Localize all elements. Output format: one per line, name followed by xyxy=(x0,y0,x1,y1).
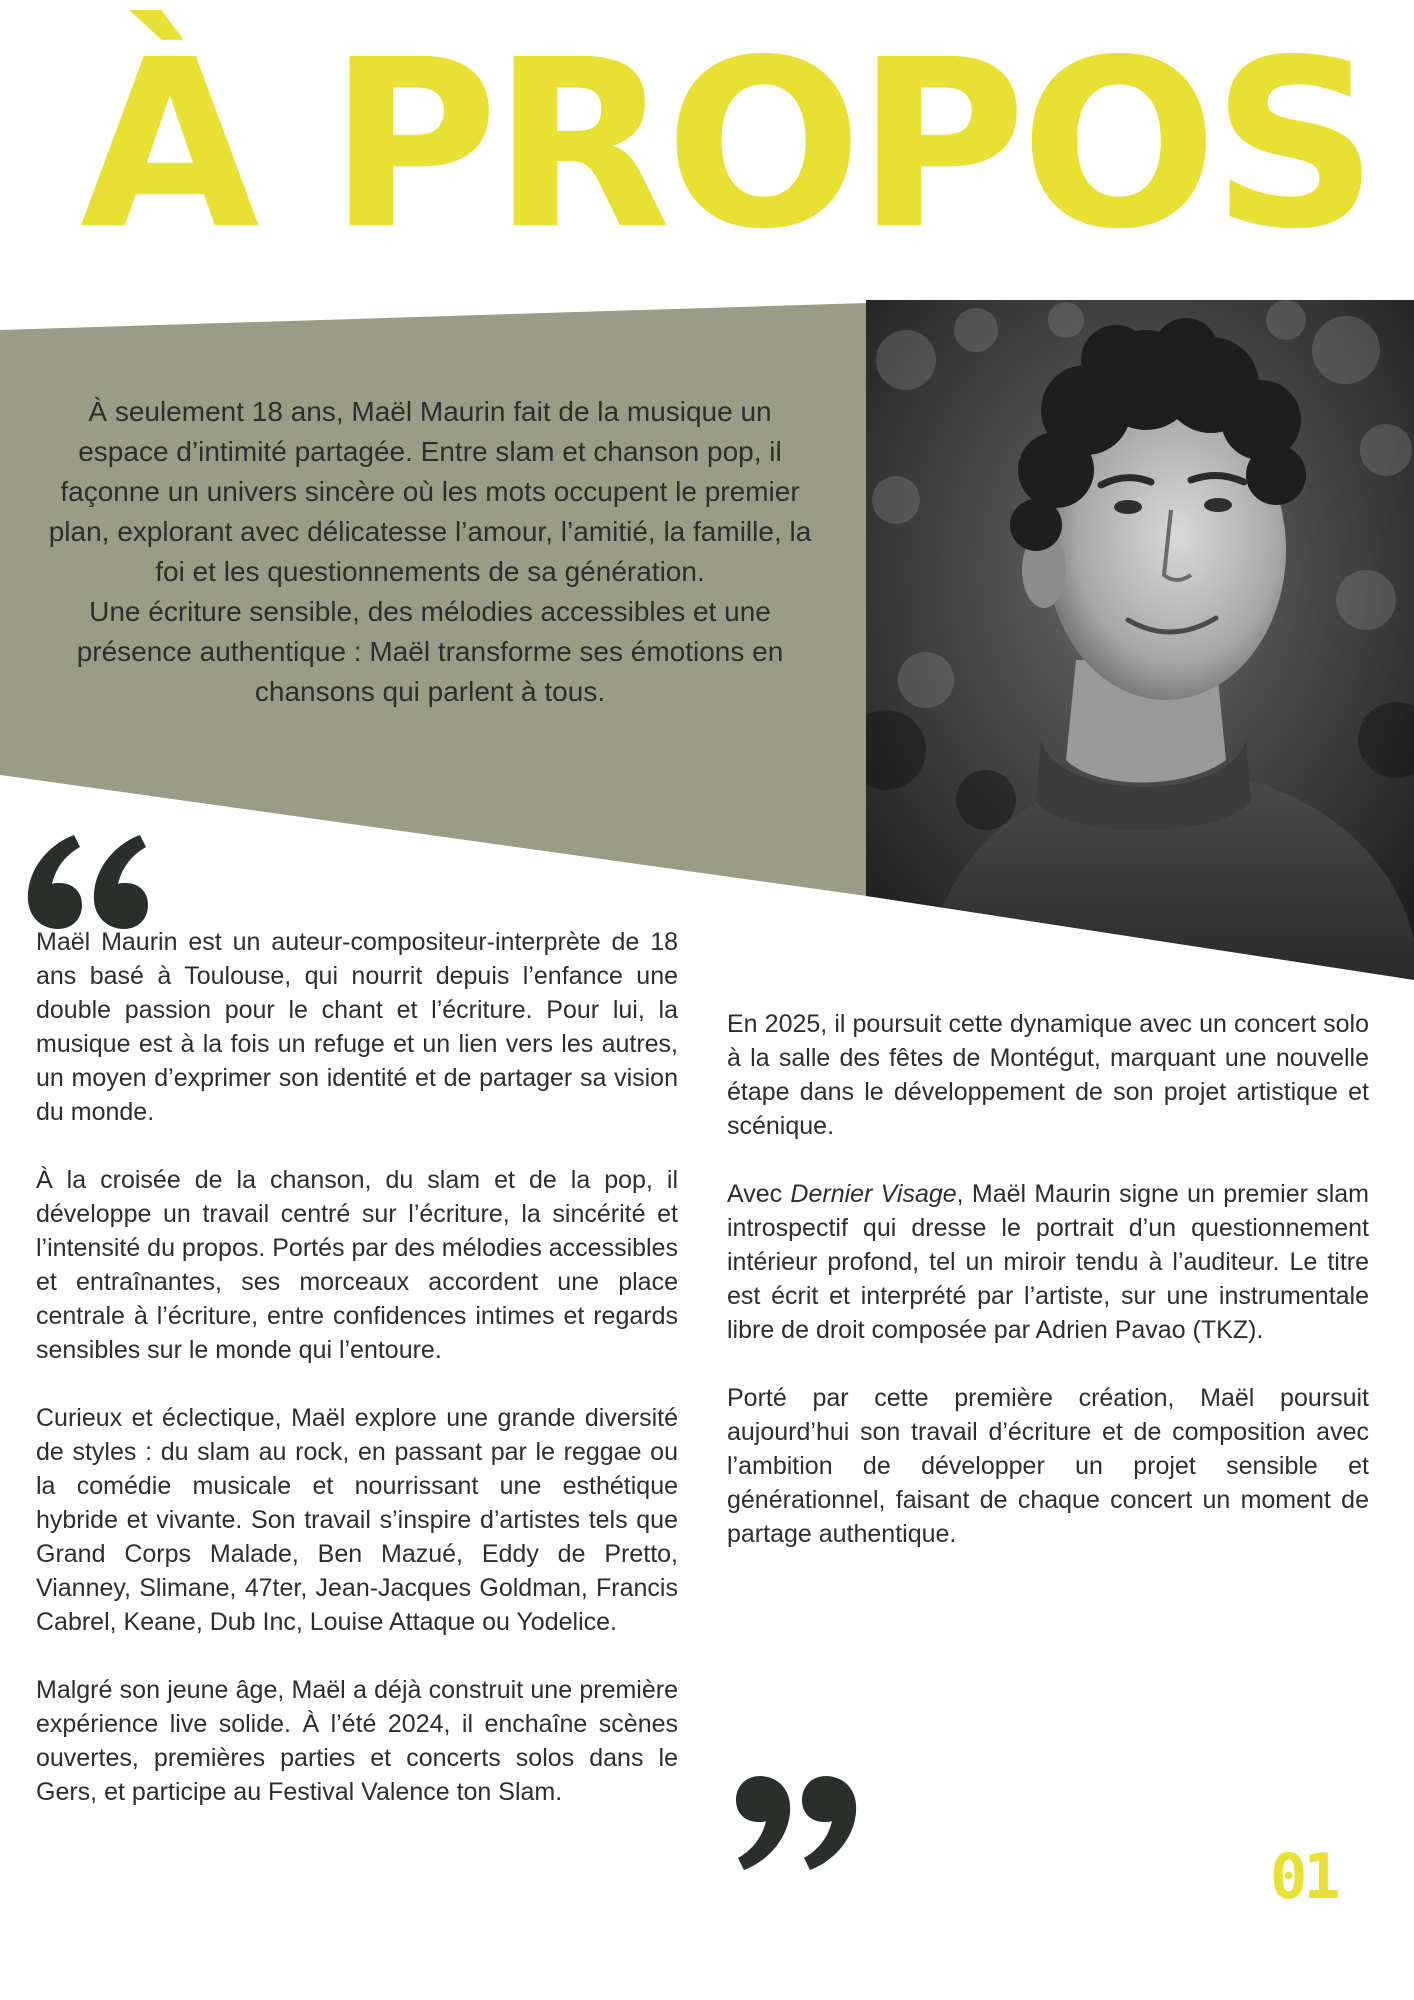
left-column xyxy=(36,925,678,1809)
body-paragraph: Maël Maurin est un auteur-compositeur-interprète de 18 ans basé à Toulouse, qui nourrit depuis l’enfance une double passion pour le chant et l’écriture. Pour lui, la musique est à la fois un refuge et un lien vers les autres, un moyen d’exprimer son identité et de partager sa vision du monde. xyxy=(36,928,678,1126)
song-title: Dernier Visage xyxy=(790,1180,957,1208)
body-paragraph: Malgré son jeune âge, Maël a déjà construit une première expérience live solide. À l’été 2024, il enchaîne scènes ouvertes, premières parties et concerts solos dans le Gers, et participe au Festival Valence ton Slam. xyxy=(36,1676,678,1806)
body-paragraph: À la croisée de la chanson, du slam et de la pop, il développe un travail centré sur l’écriture, la sincérité et l’intensité du propos. Portés par des mélodies accessibles et entraînantes, ses morceaux accordent une place centrale à l’écriture, entre confidences intimes et regards sensibles sur le monde qui l’entoure. xyxy=(36,1166,679,1364)
close-quote-icon xyxy=(732,1770,862,1880)
text-run: Avec xyxy=(727,1180,791,1208)
intro-paragraph: À seulement 18 ans, Maël Maurin fait de la musique un espace d’intimité partagée. Entre slam et chanson pop, il façonne un univers sincère où les mots occupent le premier plan, explorant avec délicatesse l’amour, l’amitié, la famille, la foi et les questionnements de sa génération. xyxy=(48,396,812,587)
page-title: À PROPOS xyxy=(80,10,1373,280)
body-paragraph: Porté par cette première création, Maël poursuit aujourd’hui son travail d’écriture et de composition avec l’ambition de développer un projet sensible et générationnel, faisant de chaque concert un moment de partage authentique. xyxy=(727,1384,1369,1548)
open-quote-icon xyxy=(22,825,152,935)
body-paragraph xyxy=(727,1177,1369,1347)
body-paragraph: En 2025, il poursuit cette dynamique avec un concert solo à la salle des fêtes de Montégut, marquant une nouvelle étape dans le développement de son projet artistique et scénique. xyxy=(727,1010,1369,1140)
page-number: 01 xyxy=(1270,1840,1337,1913)
body-paragraph: Curieux et éclectique, Maël explore une grande diversité de styles : du slam au rock, en passant par le reggae ou la comédie musicale et nourrissant une esthétique hybride et vivante. Son travail s’inspire d’artistes tels que Grand Corps Malade, Ben Mazué, Eddy de Pretto, Vianney, Slimane, 47ter, Jean-Jacques Goldman, Francis Cabrel, Keane, Dub Inc, Louise Attaque ou Yodelice. xyxy=(36,1404,678,1636)
text-run: , Maël Maurin signe un premier slam introspectif qui dresse le portrait d’un questionnement intérieur profond, tel un miroir tendu à l’auditeur. Le titre est écrit et interprété par l’artiste, sur une instrumentale libre de droit composée par Adrien Pavao (TKZ). xyxy=(727,1180,1370,1344)
intro-paragraph: Une écriture sensible, des mélodies accessibles et une présence authentique : Maël transforme ses émotions en chansons qui parlent à tous. xyxy=(76,596,784,707)
right-column xyxy=(727,1007,1369,1551)
